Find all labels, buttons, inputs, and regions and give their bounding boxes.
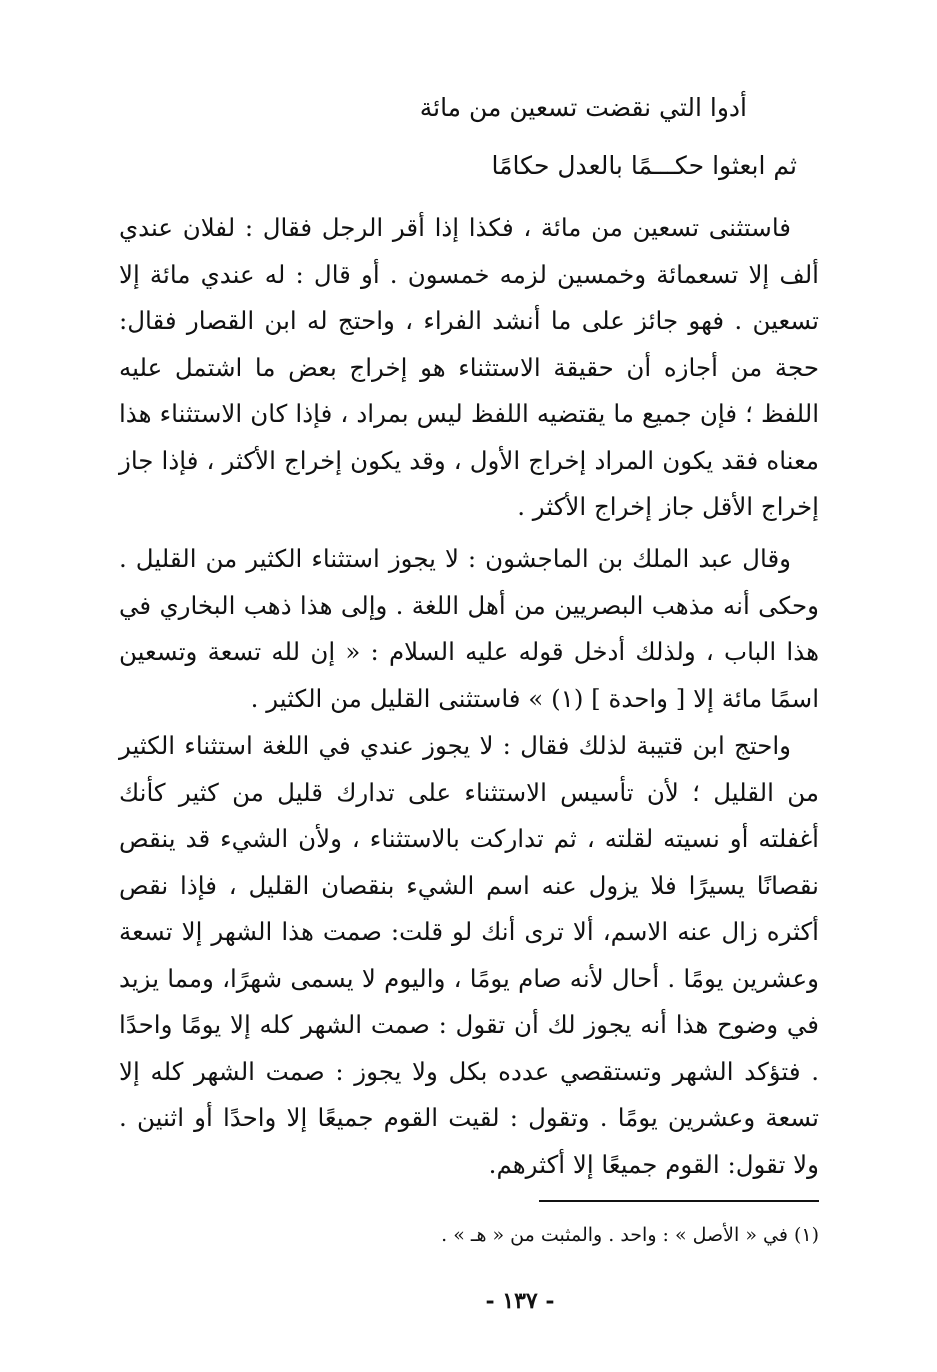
poem-verse-second-line: ثم ابعثوا حكـــمًا بالعدل حكامًا	[491, 151, 797, 180]
poem-verse-first-line: أدوا التي نقضت تسعين من مائة	[419, 93, 747, 122]
page-number: - ١٣٧ -	[485, 1288, 555, 1314]
paragraph-ibn-al-majishun: وقال عبد الملك بن الماجشون : لا يجوز استثناء الكثير من القليل . وحكى أنه مذهب البصريين من أهل اللغة . وإلى هذا ذهب البخاري في هذا الباب ، ولذلك أدخل قوله عليه السلام : « إن لله تسعة وتسعين اسمًا مائة إلا [ واحدة ] (١) » فاستثنى القليل من الكثير .	[119, 544, 819, 713]
paragraph-ibn-al-qassar: فاستثنى تسعين من مائة ، فكذا إذا أقر الرجل فقال : لفلان عندي ألف إلا تسعمائة وخمسين لزمه خمسون . أو قال : له عندي مائة إلا تسعين . فهو جائز على ما أنشد الفراء ، واحتج له ابن القصار فقال: حجة من أجازه أن حقيقة الاستثناء هو إخراج بعض ما اشتمل عليه اللفظ ؛ فإن جميع ما يقتضيه اللفظ ليس بمراد ، فإذا كان الاستثناء هذا معناه فقد يكون المراد إخراج الأول ، وقد يكون إخراج الأكثر ، فإذا جاز إخراج الأقل جاز إخراج الأكثر .	[119, 213, 819, 521]
footnote: (١) في « الأصل » : واحد . والمثبت من « هـ » .	[441, 1224, 819, 1246]
paragraph-ibn-qutayba: واحتج ابن قتيبة لذلك فقال : لا يجوز عندي في اللغة استثناء الكثير من القليل ؛ لأن تأسيس الاستثناء على تدارك قليل من كثير كأنك أغفلته أو نسيته لقلته ، ثم تداركت بالاستثناء ، ولأن الشيء قد ينقص نقصانًا يسيرًا فلا يزول عنه اسم الشيء بنقصان القليل ، فإذا نقص أكثره زال عنه الاسم، ألا ترى أنك لو قلت: صمت هذا الشهر إلا تسعة وعشرين يومًا . أحال لأنه صام يومًا ، واليوم لا يسمى شهرًا، ومما يزيد في وضوح هذا أنه يجوز لك أن تقول : صمت الشهر كله إلا يومًا واحدًا . فتؤكد الشهر وتستقصي عدده بكل ولا يجوز : صمت الشهر كله إلا تسعة وعشرين يومًا . وتقول : لقيت القوم جميعًا إلا واحدًا أو اثنين . ولا تقول: القوم جميعًا إلا أكثرهم.	[119, 731, 819, 1179]
footnote-divider	[539, 1200, 819, 1202]
